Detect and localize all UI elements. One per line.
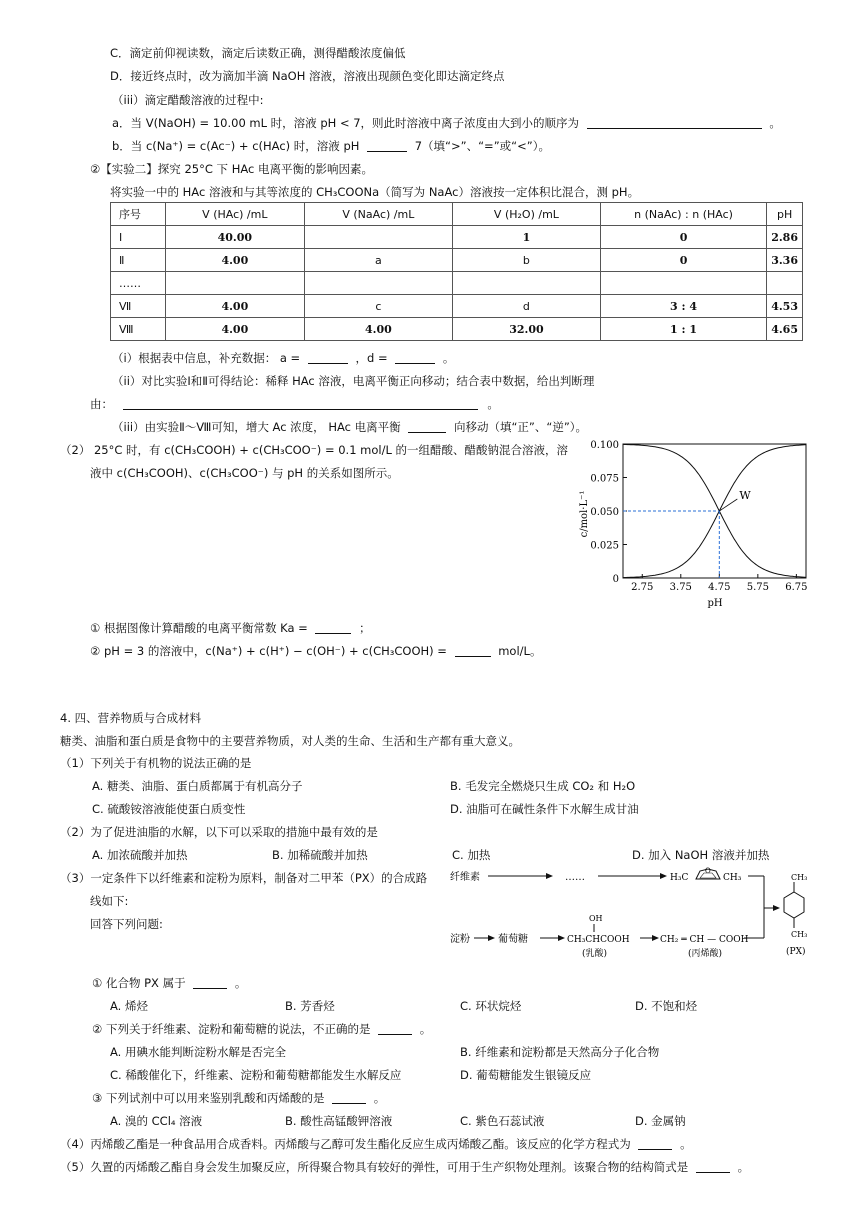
acrylic-acid-formula: CH₂ ═ CH — COOH	[660, 935, 749, 945]
question-end: mol/L。	[498, 644, 542, 658]
table-header: V (NaAc) /mL	[304, 203, 452, 226]
x-tick-label: 2.75	[631, 582, 654, 593]
choice-option[interactable]: D. 不饱和烃	[635, 999, 698, 1013]
option-c: C．滴定前仰视读数，滴定后读数正确，测得醋酸浓度偏低	[110, 46, 406, 60]
question-text: b．当 c(Na⁺) = c(Ac⁻) + c(HAc) 时，溶液 pH	[112, 139, 360, 153]
answer-blank[interactable]	[315, 621, 351, 634]
table-cell	[600, 272, 766, 295]
table-cell: 2.86	[767, 226, 803, 249]
lactic-acid-name: (乳酸)	[582, 949, 608, 959]
x-tick-label: 3.75	[669, 582, 692, 593]
table-cell: 4.00	[165, 295, 304, 318]
table-cell: 1 : 1	[600, 318, 766, 341]
y-tick-label: 0.075	[590, 473, 619, 485]
question-text: （4）丙烯酸乙酯是一种食品用合成香料。丙烯酸与乙醇可发生酯化反应生成丙烯酸乙酯。该反应的化学方程式为	[60, 1137, 631, 1151]
table-row	[111, 272, 803, 295]
question-text: （iii）由实验Ⅱ～Ⅷ可知，增大 Ac 浓度， HAc 电离平衡	[112, 420, 401, 434]
px-top-methyl: CH₃	[791, 873, 808, 882]
section-heading: 4. 四、营养物质与合成材料	[60, 711, 202, 725]
table-cell: Ⅰ	[111, 226, 166, 249]
table-row	[111, 226, 803, 249]
question-3-line-2: 线如下:	[90, 894, 129, 908]
choice-option[interactable]: A. 烯烃	[110, 999, 148, 1013]
choice-option[interactable]: B. 加稀硫酸并加热	[272, 848, 368, 862]
choice-option[interactable]: B. 酸性高锰酸钾溶液	[285, 1114, 393, 1128]
answer-blank[interactable]	[408, 420, 446, 433]
table-cell: d	[452, 295, 600, 318]
choice-option[interactable]: C. 稀酸催化下，纤维素、淀粉和葡萄糖都能发生水解反应	[110, 1068, 402, 1082]
part-two-question-1	[90, 620, 371, 636]
intermediate-dots: ……	[565, 872, 585, 883]
table-cell: 0	[600, 226, 766, 249]
choice-option[interactable]: A. 用碘水能判断淀粉水解是否完全	[110, 1045, 286, 1059]
sub-question-iii-title: （iii）滴定醋酸溶液的过程中:	[112, 93, 264, 107]
question-4	[60, 1136, 692, 1152]
table-cell	[452, 272, 600, 295]
question-text-post: 向移动（填“正”、“逆”）。	[453, 420, 588, 434]
part-two-question-2	[90, 643, 541, 659]
choice-option[interactable]: A. 糖类、油脂、蛋白质都属于有机高分子	[92, 779, 303, 793]
table-cell: 4.00	[304, 318, 452, 341]
answer-blank[interactable]	[378, 1022, 412, 1035]
table-row	[111, 295, 803, 318]
question-3-1	[92, 975, 246, 991]
x-tick-label: 5.75	[746, 582, 769, 593]
acrylic-acid-name: (丙烯酸)	[688, 949, 723, 959]
question-ii: （ii）对比实验Ⅰ和Ⅱ可得结论：稀释 HAc 溶液，电离平衡正向移动；结合表中数据，给出判断理	[112, 374, 595, 388]
question-text: a．当 V(NaOH) = 10.00 mL 时，溶液 pH < 7，则此时溶液中离子浓度由大到小的顺序为	[112, 116, 580, 130]
table-cell: 4.00	[165, 318, 304, 341]
table-cell: 40.00	[165, 226, 304, 249]
question-text: （5）久置的丙烯酸乙酯自身会发生加聚反应，所得聚合物具有较好的弹性，可用于生产织物处理剂。该聚合物的结构简式是	[60, 1160, 689, 1174]
table-cell: Ⅷ	[111, 318, 166, 341]
table-header: V (HAc) /mL	[165, 203, 304, 226]
question-text: 由：	[90, 397, 113, 411]
table-cell: b	[452, 249, 600, 272]
question-i	[112, 350, 454, 366]
table-header: V (H₂O) /mL	[452, 203, 600, 226]
part-two-line-2: 液中 c(CH₃COOH)、c(CH₃COO⁻) 与 pH 的关系如图所示。	[90, 466, 399, 480]
table-header: pH	[767, 203, 803, 226]
table-header: 序号	[111, 203, 166, 226]
question-3-line-3: 回答下列问题:	[90, 917, 163, 931]
table-cell: Ⅶ	[111, 295, 166, 318]
option-d: D．接近终点时，改为滴加半滴 NaOH 溶液，溶液出现颜色变化即达滴定终点	[110, 69, 505, 83]
px-name: (PX)	[786, 947, 806, 957]
px-bottom-methyl: CH₃	[791, 930, 808, 939]
choice-option[interactable]: B. 纤维素和淀粉都是天然高分子化合物	[460, 1045, 660, 1059]
question-end: 。	[373, 1091, 386, 1105]
answer-blank[interactable]	[332, 1091, 366, 1104]
question-ii-continued	[90, 396, 499, 412]
choice-option[interactable]: C. 紫色石蕊试液	[460, 1114, 545, 1128]
furan-oxygen: O	[705, 867, 711, 875]
question-1: （1）下列关于有机物的说法正确的是	[60, 756, 252, 770]
y-tick-label: 0.050	[590, 507, 619, 518]
table-cell	[304, 272, 452, 295]
data-table	[110, 202, 803, 341]
starch-label: 淀粉	[450, 934, 470, 945]
table-cell: ……	[111, 272, 166, 295]
furan-right-methyl: CH₃	[723, 873, 742, 883]
concentration-ph-chart	[565, 436, 815, 611]
answer-blank-d[interactable]	[395, 351, 435, 364]
table-cell	[165, 272, 304, 295]
answer-blank-a[interactable]	[308, 351, 348, 364]
question-end: 。	[769, 116, 781, 130]
glucose-label: 葡萄糖	[498, 934, 528, 945]
choice-option[interactable]: B. 毛发完全燃烧只生成 CO₂ 和 H₂O	[450, 779, 636, 793]
question-text: ③ 下列试剂中可以用来鉴别乳酸和丙烯酸的是	[92, 1091, 325, 1105]
question-text: ② pH = 3 的溶液中，c(Na⁺) + c(H⁺) − c(OH⁻) + c(CH₃COOH) =	[90, 644, 447, 658]
table-cell: a	[304, 249, 452, 272]
question-iii	[112, 419, 587, 435]
question-text: ① 根据图像计算醋酸的电离平衡常数 Ka =	[90, 621, 308, 635]
question-end: 。	[487, 397, 499, 411]
section-intro: 糖类、油脂和蛋白质是食物中的主要营养物质，对人类的生命、生活和生产都有重大意义。	[60, 734, 520, 748]
table-header: n (NaAc) : n (HAc)	[600, 203, 766, 226]
answer-blank[interactable]	[367, 139, 407, 152]
furan-left-methyl: H₃C	[670, 873, 689, 883]
table-cell: Ⅱ	[111, 249, 166, 272]
y-tick-label: 0	[612, 574, 619, 585]
answer-blank[interactable]	[696, 1160, 730, 1173]
question-text-post: 7（填“>”、“=”或“<”）。	[414, 139, 550, 153]
question-end: 。	[680, 1137, 692, 1151]
question-text-mid: ，d =	[355, 351, 388, 365]
answer-blank[interactable]	[455, 644, 491, 657]
y-axis-label: c/mol·L⁻¹	[579, 490, 590, 538]
hydroxyl-label: OH	[589, 914, 603, 923]
question-end: ；	[359, 621, 371, 635]
table-cell	[767, 272, 803, 295]
table-cell: 4.65	[767, 318, 803, 341]
sub-question-iii-a	[112, 115, 781, 131]
question-end: 。	[442, 351, 455, 365]
annotation-label: W	[739, 489, 751, 502]
table-header-row	[111, 203, 803, 226]
question-text: ② 下列关于纤维素、淀粉和葡萄糖的说法，不正确的是	[92, 1022, 371, 1036]
part-two-line-1: （2） 25°C 时，有 c(CH₃COOH) + c(CH₃COO⁻) = 0.1 mol/L 的一组醋酸、醋酸钠混合溶液，溶	[60, 443, 569, 457]
answer-blank[interactable]	[193, 976, 227, 989]
question-3-2	[92, 1021, 431, 1037]
question-end: 。	[419, 1022, 432, 1036]
experiment-two-description: 将实验一中的 HAc 溶液和与其等浓度的 CH₃COONa（简写为 NaAc）溶液按一定体积比混合，测 pH。	[110, 185, 640, 199]
question-text: ① 化合物 PX 属于	[92, 976, 186, 990]
answer-blank[interactable]	[638, 1137, 672, 1150]
table-cell: 3.36	[767, 249, 803, 272]
y-tick-label: 0.100	[590, 440, 619, 451]
lactic-acid-formula: CH₃CHCOOH	[567, 935, 630, 945]
table-cell: 4.53	[767, 295, 803, 318]
table-cell: c	[304, 295, 452, 318]
choice-option[interactable]: C. 加热	[452, 848, 491, 862]
table-cell	[304, 226, 452, 249]
choice-option[interactable]: D. 金属钠	[635, 1114, 686, 1128]
choice-option[interactable]: D. 油脂可在碱性条件下水解生成甘油	[450, 802, 639, 816]
x-axis-label: pH	[707, 598, 723, 609]
choice-option[interactable]: D. 加入 NaOH 溶液并加热	[632, 848, 770, 862]
x-tick-label: 6.75	[785, 582, 808, 593]
question-text: （i）根据表中信息，补充数据： a =	[112, 351, 301, 365]
table-cell: 0	[600, 249, 766, 272]
table-row	[111, 318, 803, 341]
cellulose-label: 纤维素	[450, 872, 480, 883]
question-5	[60, 1159, 749, 1175]
answer-blank[interactable]	[587, 116, 762, 129]
y-tick-label: 0.025	[590, 540, 619, 552]
choice-option[interactable]: D. 葡萄糖能发生银镜反应	[460, 1068, 592, 1082]
experiment-two-title: ②【实验二】探究 25°C 下 HAc 电离平衡的影响因素。	[90, 162, 373, 176]
table-row	[111, 249, 803, 272]
benzene-ring	[784, 892, 804, 918]
question-2: （2）为了促进油脂的水解，以下可以采取的措施中最有效的是	[60, 825, 378, 839]
sub-question-iii-b	[112, 138, 550, 154]
table-cell: 32.00	[452, 318, 600, 341]
question-3-line-1: （3）一定条件下以纤维素和淀粉为原料，制备对二甲苯（PX）的合成路	[60, 871, 428, 885]
answer-blank[interactable]	[123, 397, 478, 410]
choice-option[interactable]: B. 芳香烃	[285, 999, 335, 1013]
question-end: 。	[737, 1160, 750, 1174]
table-cell: 1	[452, 226, 600, 249]
choice-option[interactable]: A. 溴的 CCl₄ 溶液	[110, 1114, 203, 1128]
choice-option[interactable]: C. 环状烷烃	[460, 999, 522, 1013]
x-tick-label: 4.75	[708, 582, 731, 593]
table-cell: 3 : 4	[600, 295, 766, 318]
table-cell: 4.00	[165, 249, 304, 272]
choice-option[interactable]: A. 加浓硫酸并加热	[92, 848, 188, 862]
question-3-3	[92, 1090, 385, 1106]
question-end: 。	[234, 976, 247, 990]
synthesis-route-diagram	[448, 866, 818, 962]
choice-option[interactable]: C. 硫酸铵溶液能使蛋白质变性	[92, 802, 246, 816]
